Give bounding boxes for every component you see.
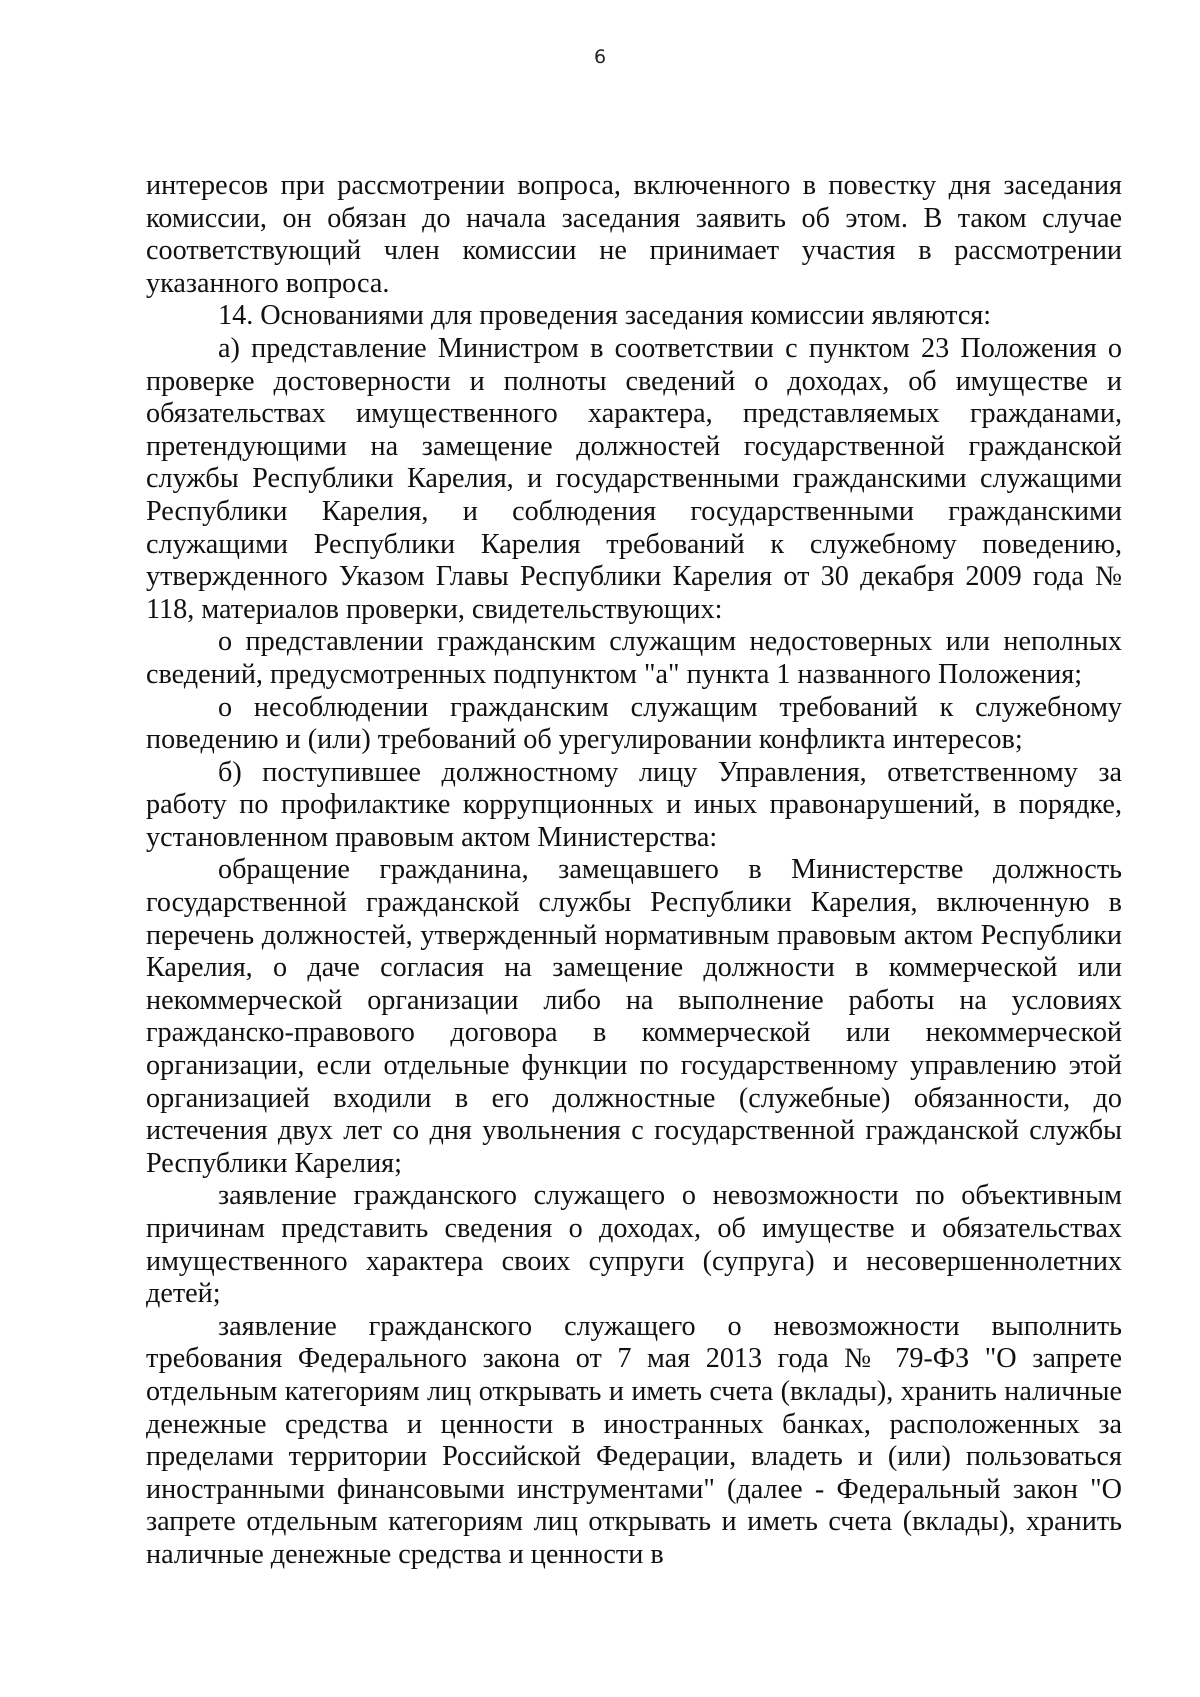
paragraph-citizen-appeal: обращение гражданина, замещавшего в Министерстве должность государственной гражданской службы Республики Карелия, включенную в перечень должностей, утвержденный нормативным правовым актом Республики Карелия, о даче согласия на замещение должности в коммерческой или некоммерческой организации либо на выполнение работы на условиях гражданско-правового договора в коммерческой или некоммерческой организации, если отдельные функции по государственному управлению этой организацией входили в его должностные (служебные) обязанности, до истечения двух лет со дня увольнения с государственной гражданской службы Республики Карелия; [146,854,1122,1179]
paragraph-subitem-b: б) поступившее должностному лицу Управления, ответственному за работу по профилактике коррупционных и иных правонарушений, в порядке, установленном правовым актом Министерства: [146,756,1122,853]
paragraph-item-14: 14. Основаниями для проведения заседания комиссии являются: [218,300,992,332]
paragraph-unreliable-info: о представлении гражданским служащим недостоверных или неполных сведений, предусмотренных подпунктом "а" пункта 1 названного Положения; [146,626,1122,690]
page-number: 6 [593,46,607,68]
paragraph-continuation: интересов при рассмотрении вопроса, включенного в повестку дня заседания комиссии, он обязан до начала заседания заявить об этом. В таком случае соответствующий член комиссии не принимает участия в рассмотрении указанного вопроса. [146,170,1122,299]
paragraph-conduct-violation: о несоблюдении гражданским служащим требований к служебному поведению и (или) требований об урегулировании конфликта интересов; [146,691,1122,756]
document-body [146,170,1122,1572]
paragraph-federal-law-statement: заявление гражданского служащего о невозможности выполнить требования Федерального закона от 7 мая 2013 года № 79-ФЗ "О запрете отдельным категориям лиц открывать и иметь счета (вклады), хранить наличные денежные средства и ценности в иностранных банках, расположенных за пределами территории Российской Федерации, владеть и (или) пользоваться иностранными финансовыми инструментами" (далее - Федеральный закон "О запрете отдельным категориям лиц открывать и иметь счета (вклады), хранить наличные денежные средства и ценности в [146,1310,1122,1570]
paragraph-income-statement: заявление гражданского служащего о невозможности по объективным причинам представить сведения о доходах, об имуществе и обязательствах имущественного характера своих супруги (супруга) и несовершеннолетних детей; [146,1180,1122,1310]
paragraph-subitem-a: а) представление Министром в соответствии с пунктом 23 Положения о проверке достоверности и полноты сведений о доходах, об имуществе и обязательствах имущественного характера, представляемых гражданами, претендующими на замещение должностей государственной гражданской службы Республики Карелия, и государственными гражданскими служащими Республики Карелия, и соблюдения государственными гражданскими служащими Республики Карелия требований к служебному поведению, утвержденного Указом Главы Республики Карелия от 30 декабря 2009 года № 118, материалов проверки, свидетельствующих: [146,332,1122,625]
